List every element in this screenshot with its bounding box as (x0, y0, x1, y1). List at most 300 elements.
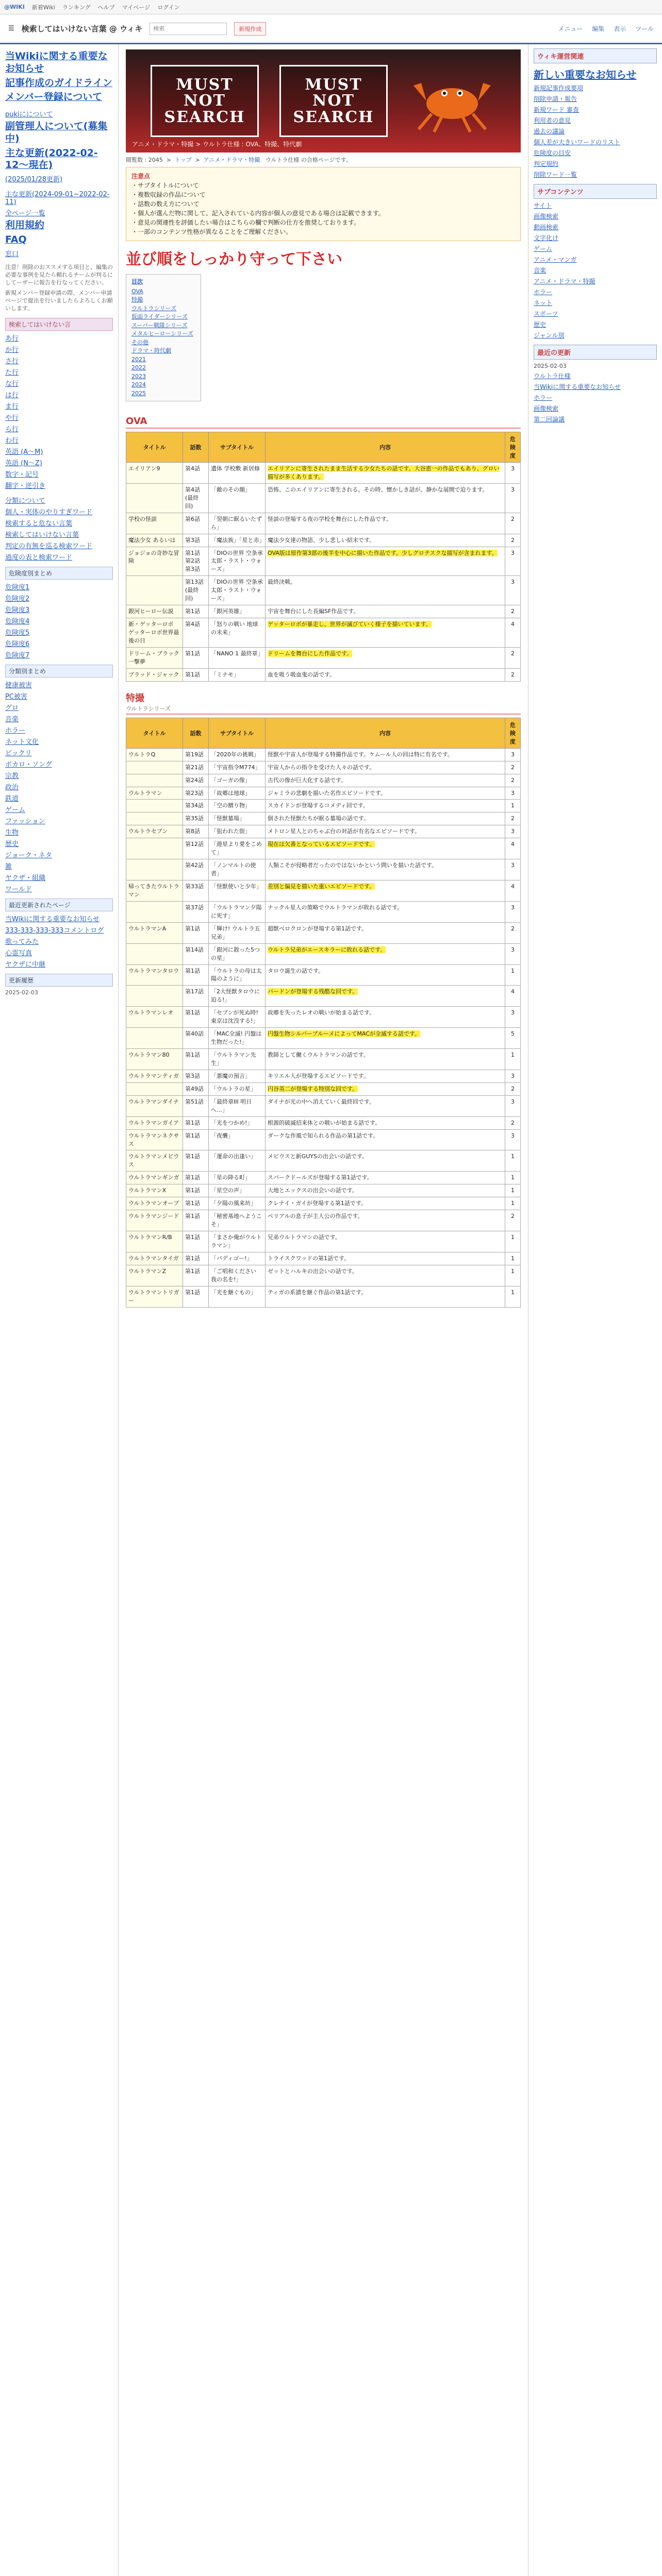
kana-item[interactable]: 英語 (A〜M) (5, 448, 43, 456)
toc-item[interactable]: メタルヒーローシリーズ (131, 330, 193, 337)
toc-item[interactable]: 2022 (131, 364, 146, 371)
episode-cell: 第1話 (183, 1197, 209, 1210)
left-menu-item[interactable]: 全ページ一覧 (5, 210, 45, 217)
must-not-search-badge: MUST NOT SEARCH (151, 65, 259, 137)
episode-cell: 第40話 (183, 1028, 209, 1049)
recent-item[interactable]: 心霊写真 (5, 949, 32, 957)
content-cell (266, 1252, 505, 1265)
subtitle-cell: 「空の贈り物」 (209, 800, 266, 812)
table-row (126, 880, 521, 902)
episode-cell: 第1話 (183, 1286, 209, 1307)
recent-list (5, 913, 113, 969)
toc-item[interactable]: その他 (131, 338, 148, 346)
right-link[interactable]: 画像検索 (534, 213, 559, 220)
right-link[interactable]: スポーツ (534, 310, 558, 317)
content-cell (266, 901, 505, 922)
danger-level-cell: 2 (505, 668, 521, 681)
episode-cell: 第1話 (183, 1265, 209, 1286)
genre-item[interactable]: 鉄道 (5, 794, 19, 803)
title-cell: ドリーム・ブラック一撃夢 (126, 647, 183, 668)
title-cell: ウルトラマン80 (126, 1049, 183, 1070)
danger-level-cell: 1 (505, 1150, 521, 1172)
history-date: 2025-02-03 (5, 989, 38, 996)
genre-item[interactable]: ビックリ (5, 749, 32, 757)
danger-level-cell: 3 (505, 943, 521, 964)
episode-cell: 第1話 (183, 922, 209, 943)
table-row (126, 647, 521, 668)
subtitle-cell: 「光を継ぐもの」 (209, 1286, 266, 1307)
site-banner (126, 49, 521, 152)
content-text: 現在は欠番となっているエピソードです。 (268, 841, 375, 848)
left-link[interactable]: 主な更新(2022-02-12〜現在) (5, 147, 98, 171)
danger-level-cell: 3 (505, 859, 521, 880)
danger-level-cell: 3 (505, 825, 521, 838)
content-text: 血を吸う吸血鬼の話です。 (268, 671, 336, 678)
subtitle-cell: 「ノンマルトの使者」 (209, 859, 266, 880)
left-menu-item[interactable]: 主な更新(2024-09-01~2022-02-11) (5, 191, 110, 206)
topbar-item[interactable]: ヘルプ (97, 4, 115, 11)
danger-level-cell: 3 (505, 576, 521, 605)
right-recent-link[interactable]: 当Wikiに関する重要なお知らせ (534, 383, 621, 391)
title-cell: 銀河ヒーロー伝説 (126, 605, 183, 618)
subtitle-cell: 「怪獣使いと少年」 (209, 880, 266, 902)
kana-item[interactable]: た行 (5, 368, 19, 377)
table-row (126, 1184, 521, 1197)
recent-item[interactable]: ヤクザに中継 (5, 960, 46, 969)
level-item[interactable]: 危険度5 (5, 629, 30, 637)
subtitle-cell: 「夕陽の風来坊」 (209, 1197, 266, 1210)
kana-item[interactable]: わ行 (5, 436, 19, 445)
genre-item[interactable]: PC被害 (5, 692, 27, 701)
topbar-item[interactable]: ランキング (62, 4, 91, 11)
title-cell (126, 901, 183, 922)
subtitle-cell: 「ゴーガの像」 (209, 774, 266, 787)
left-link[interactable]: pukiにについて (5, 111, 53, 118)
right-link[interactable]: アニメ・マンガ (534, 256, 577, 263)
nav-view[interactable]: 表示 (614, 25, 626, 32)
genre-item[interactable]: ヤクザ・組織 (5, 874, 46, 882)
nav-tools[interactable]: ツール (635, 25, 654, 32)
right-link[interactable]: アニメ・ドラマ・特撮 (534, 278, 595, 285)
kana-list (5, 333, 113, 490)
right-link[interactable]: 利用者の意見 (534, 117, 571, 124)
tokusatsu-table (126, 718, 521, 1308)
subtitle-cell: 「翌朝に眠るいたずら」 (209, 513, 266, 534)
toc-title: 目次 (131, 278, 143, 285)
content-cell (266, 1049, 505, 1070)
danger-level-cell: 1 (505, 964, 521, 986)
content-text: 教師として働くウルトラマンの話です。 (268, 1052, 369, 1058)
search-input[interactable] (150, 23, 227, 35)
left-link[interactable]: (2025/01/28更新) (5, 176, 63, 183)
content-cell (266, 838, 505, 859)
title-cell: ウルトラマンレオ (126, 1007, 183, 1028)
danger-level-cell: 2 (505, 812, 521, 825)
genre-item[interactable]: ファッション (5, 817, 45, 825)
left-link[interactable]: 分類について (5, 497, 45, 505)
genre-item[interactable]: ネット文化 (5, 738, 39, 746)
table-row (126, 943, 521, 964)
title-cell: ウルトラQ (126, 748, 183, 761)
right-recent-link[interactable]: ウルトラ仕様 (534, 372, 571, 380)
content-text: 古代の像が巨大化する話です。 (268, 776, 347, 784)
title-cell: ウルトラセブン (126, 825, 183, 838)
content-text: ダイナが光の中へ消えていく最終回です。 (268, 1098, 375, 1105)
content-cell (266, 943, 505, 964)
right-link[interactable]: 削除申請・報告 (534, 95, 577, 103)
danger-level-cell: 3 (505, 748, 521, 761)
left-section-header: 検索してはいけない言 (5, 318, 113, 331)
subtitle-cell: 「星空の声」 (209, 1184, 266, 1197)
right-link[interactable]: 文字化け (534, 234, 559, 242)
breadcrumb-home[interactable]: トップ (174, 157, 192, 163)
genre-item[interactable]: 生物 (5, 828, 19, 837)
level-item[interactable]: 危険度4 (5, 617, 30, 625)
subtitle-cell: 「DIOの世界 空条承太郎・ラスト・ウォーズ」 (209, 547, 266, 576)
episode-cell: 第1話 (183, 964, 209, 986)
toc-item[interactable]: ドラマ・時代劇 (131, 347, 171, 354)
table-row (126, 576, 521, 605)
genre-item[interactable]: ワールド (5, 885, 32, 893)
right-link[interactable]: 音楽 (534, 267, 547, 274)
toc-item[interactable]: スーパー戦隊シリーズ (131, 321, 188, 329)
subtitle-cell: 「狙われた街」 (209, 825, 266, 838)
episode-cell: 第19話 (183, 748, 209, 761)
content-cell (266, 547, 505, 576)
genre-item[interactable]: 宗教 (5, 772, 19, 780)
right-recent-link[interactable]: 画像検索 (534, 405, 559, 412)
left-link[interactable]: 判定の有無を巡る検索ワード (5, 542, 93, 550)
right-link[interactable]: 判定規約 (534, 160, 559, 167)
title-cell: ウルトラマンダイナ (126, 1095, 183, 1116)
level-item[interactable]: 危険度2 (5, 595, 30, 603)
danger-level-cell: 2 (505, 605, 521, 618)
title-cell: 帰ってきたウルトラマン (126, 880, 183, 902)
content-text: メトロン星人とのちゃぶ台の対話が有名なエピソードです。 (268, 828, 421, 835)
table-row (126, 1116, 521, 1129)
episode-cell: 第34話 (183, 800, 209, 812)
right-link[interactable]: 過去の議論 (534, 128, 565, 135)
topbar-item[interactable]: 新着Wiki (31, 4, 55, 11)
genre-item[interactable]: グロ (5, 704, 19, 712)
content-cell (266, 1265, 505, 1286)
right-link[interactable]: 動画検索 (534, 224, 559, 231)
title-cell (126, 774, 183, 787)
right-link[interactable]: 削除ワード一覧 (534, 171, 577, 178)
genre-item[interactable]: ホラー (5, 726, 26, 735)
title-cell: ウルトラマンオーブ (126, 1197, 183, 1210)
kana-item[interactable]: は行 (5, 391, 19, 399)
kana-item[interactable]: 英語 (N〜Z) (5, 459, 42, 467)
column-header: タイトル (126, 432, 183, 463)
subtitle-cell: 「悪魔の預言」 (209, 1070, 266, 1082)
subtitle-cell: 「ご唱和ください 我の名を!」 (209, 1265, 266, 1286)
content-text: 兄弟ウルトラマンの話です。 (268, 1234, 341, 1241)
content-cell (266, 1184, 505, 1197)
episode-cell: 第4話 (183, 463, 209, 484)
title-cell (126, 576, 183, 605)
topbar-item[interactable]: ログイン (157, 4, 180, 11)
genre-item[interactable]: 歴史 (5, 840, 19, 848)
right-link[interactable]: サイト (534, 202, 552, 209)
danger-level-cell: 3 (505, 1129, 521, 1150)
right-link[interactable]: ネット (534, 299, 553, 307)
right-link[interactable]: 個人差が大きいワードのリスト (534, 139, 620, 146)
left-link[interactable]: 個人・実体のやりすぎワード (5, 508, 93, 516)
episode-cell: 第1話 (183, 1129, 209, 1150)
right-link[interactable]: 新規ワード 審査 (534, 106, 579, 113)
content-text: ジャミラの悲劇を描いた名作エピソードです。 (268, 789, 386, 796)
content-text: ウルトラ兄弟がエースキラーに敗れる話です。 (268, 946, 386, 953)
content-cell (266, 964, 505, 986)
episode-cell: 第13話 (最終回) (183, 576, 209, 605)
toc-item[interactable]: 仮面ライダーシリーズ (131, 313, 188, 320)
kana-item[interactable]: や行 (5, 414, 19, 422)
subtitle-cell: 「2大怪獣タロウに迫る!」 (209, 986, 266, 1007)
content-cell (266, 748, 505, 761)
left-menu-item[interactable]: 窓口 (5, 250, 19, 258)
table-row (126, 1197, 521, 1210)
content-text: スパークドールズが登場する第1話です。 (268, 1174, 373, 1181)
notice-box (126, 167, 521, 241)
title-cell: 新・ゲッターロボ ゲッターロボ世界最後の日 (126, 618, 183, 648)
right-link[interactable]: ジャンル別 (534, 332, 565, 339)
subtitle-cell: 「最終章III 明日へ…」 (209, 1095, 266, 1116)
danger-level-cell: 3 (505, 483, 521, 513)
subtitle-cell: 「NANO 1 最終章」 (209, 647, 266, 668)
level-item[interactable]: 危険度3 (5, 606, 30, 614)
breadcrumb: 閲覧数 : 2045 > トップ > アニメ・ドラマ・特撮 ウルトラ仕様 の合格ページです。 (126, 157, 352, 163)
content-text: 怪談の登場する夜の学校を舞台にした作品です。 (268, 515, 392, 522)
danger-level-cell: 2 (505, 513, 521, 534)
danger-level-cell: 4 (505, 618, 521, 648)
kana-item[interactable]: 数字・記号 (5, 470, 39, 479)
toc-item[interactable]: 2025 (131, 389, 146, 397)
new-page-button[interactable]: 新規作成 (234, 22, 266, 36)
crab-icon (408, 65, 496, 137)
genre-item[interactable]: 健康被害 (5, 681, 32, 689)
column-header: 危険度 (505, 432, 521, 463)
nav-edit[interactable]: 編集 (592, 25, 605, 32)
title-cell (126, 859, 183, 880)
content-text: 大地とエックスの出会いの話です。 (268, 1187, 358, 1194)
content-cell (266, 576, 505, 605)
title-cell: エイリアン9 (126, 463, 183, 484)
content-text: ドリームを舞台にした作品です。 (268, 650, 353, 657)
toc-item[interactable]: 特撮 (131, 296, 143, 303)
breadcrumb-path[interactable]: アニメ・ドラマ・特撮 (203, 157, 260, 163)
content-cell (266, 787, 505, 800)
left-notice-2: 新規メンバー登録申請の際、メンバー申請ページで提出を行いましたらよろしくお願いします。 (5, 289, 113, 312)
title-cell: ウルトラマンタイガ (126, 1252, 183, 1265)
title-cell: ウルトラマン (126, 787, 183, 800)
subtitle-cell: 「まさか俺がウルトラマン」 (209, 1231, 266, 1252)
episode-cell: 第1話 (183, 1150, 209, 1172)
episode-cell: 第1話 (183, 1172, 209, 1184)
danger-level-cell: 2 (505, 1116, 521, 1129)
danger-level-cell: 1 (505, 1049, 521, 1070)
important-notice-link[interactable]: 新しい重要なお知らせ (534, 69, 637, 81)
content-cell (266, 1007, 505, 1028)
left-menu-item[interactable]: FAQ (5, 233, 27, 245)
right-sidebar (528, 44, 662, 2576)
danger-level-cell: 3 (505, 1095, 521, 1116)
genre-item[interactable]: 音楽 (5, 715, 19, 723)
right-admin-box (534, 48, 657, 179)
content-cell (266, 880, 505, 902)
content-text: 魔法少女達の物語、少し悲しい結末です。 (268, 536, 375, 544)
genre-item[interactable]: ゲーム (5, 806, 26, 814)
kana-item[interactable]: 翻字・逆引き (5, 482, 46, 490)
left-section-header: 分類別まとめ (5, 665, 113, 677)
content-text: ナックル星人の策略でウルトラマンが敗れる話です。 (268, 904, 403, 911)
page-title: 並び順をしっかり守って下さい (126, 250, 342, 268)
title-cell (126, 483, 183, 513)
subtitle-cell: 遺体 学校敷 新居修 (209, 463, 266, 484)
title-cell: ブラッド・ジャック (126, 668, 183, 681)
content-text: 人類こそが侵略者だったのではないかという問いを描いた話です。 (268, 862, 438, 869)
title-cell (126, 986, 183, 1007)
top-bar (0, 0, 662, 14)
level-item[interactable]: 危険度7 (5, 651, 30, 659)
table-row (126, 618, 521, 648)
genre-item[interactable]: ボカロ・ソング (5, 760, 52, 769)
danger-level-cell: 1 (505, 1265, 521, 1286)
content-cell (266, 825, 505, 838)
content-text: キリエル人が登場するエピソードです。 (268, 1072, 369, 1079)
title-cell (126, 1082, 183, 1095)
level-item[interactable]: 危険度1 (5, 583, 30, 591)
main-content (119, 44, 528, 2576)
left-link[interactable]: 過度の表と検索ワード (5, 553, 73, 562)
content-cell (266, 859, 505, 880)
recent-item[interactable]: 歌ってみた (5, 938, 39, 946)
toc-item[interactable]: ウルトラシリーズ (131, 304, 177, 312)
title-cell: 学校の怪談 (126, 513, 183, 534)
danger-level-cell: 1 (505, 1252, 521, 1265)
table-row (126, 761, 521, 774)
episode-cell: 第1話 (183, 1116, 209, 1129)
subtitle-cell: 「怒りの戦い 地球の未来」 (209, 618, 266, 648)
recent-item[interactable]: 当Wikiに関する重要なお知らせ (5, 915, 100, 923)
kana-item[interactable]: な行 (5, 380, 19, 388)
column-header: 話数 (183, 432, 209, 463)
site-title[interactable]: 検索してはいけない言葉 @ ウィキ (21, 24, 143, 33)
nav-menu[interactable]: メニュー (558, 25, 583, 32)
left-link[interactable]: 副管理人について(募集中) (5, 121, 108, 144)
content-text: クレナイ・ガイが登場する第1話です。 (268, 1200, 367, 1207)
table-row (126, 1070, 521, 1082)
danger-level-cell: 2 (505, 534, 521, 547)
left-link[interactable]: メンバー登録について (5, 91, 103, 103)
episode-cell: 第4話 (最終回) (183, 483, 209, 513)
table-row (126, 1095, 521, 1116)
content-cell (266, 647, 505, 668)
wiki-logo[interactable]: @WIKI (4, 4, 25, 10)
danger-level-cell: 3 (505, 787, 521, 800)
kana-item[interactable]: あ行 (5, 334, 19, 343)
content-cell (266, 761, 505, 774)
title-cell (126, 812, 183, 825)
left-section-header: 危険度別まとめ (5, 567, 113, 580)
content-cell (266, 1286, 505, 1307)
title-cell (126, 761, 183, 774)
table-row (126, 986, 521, 1007)
kana-item[interactable]: か行 (5, 346, 19, 354)
title-cell: ウルトラマンネクサス (126, 1129, 183, 1150)
tokusatsu-subtitle: ウルトラシリーズ (126, 705, 171, 712)
table-row (126, 483, 521, 513)
left-link[interactable]: 検索してはいけない言葉 (5, 531, 79, 539)
right-link[interactable]: ホラー (534, 289, 553, 296)
genre-item[interactable]: ジョーク・ネタ (5, 851, 52, 859)
content-cell (266, 605, 505, 618)
table-row (126, 1286, 521, 1307)
danger-level-cell: 1 (505, 1184, 521, 1197)
title-cell: ウルトラマンタロウ (126, 964, 183, 986)
level-list (5, 582, 113, 659)
notice-line: ・複数収録の作品について (131, 191, 206, 198)
kana-item[interactable]: ま行 (5, 402, 19, 411)
table-row (126, 1231, 521, 1252)
subtitle-cell: 「敵のその顔」 (209, 483, 266, 513)
level-item[interactable]: 危険度6 (5, 640, 30, 648)
toc-item[interactable]: OVA (131, 287, 143, 295)
table-row (126, 1172, 521, 1184)
content-text: ティガの系譜を継ぐ作品の第1話です。 (268, 1289, 367, 1296)
toc-item[interactable]: 2024 (131, 381, 146, 388)
danger-level-cell: 4 (505, 838, 521, 859)
subtitle-cell: 「宇宙指令M774」 (209, 761, 266, 774)
topbar-item[interactable]: マイページ (122, 4, 151, 11)
right-link[interactable]: ゲーム (534, 245, 553, 252)
title-cell: 魔法少女 あるいは (126, 534, 183, 547)
notice-heading: 注意点 (131, 173, 151, 180)
content-cell (266, 618, 505, 648)
column-header: 危険度 (505, 718, 521, 748)
right-link[interactable]: 新規記事作成要項 (534, 84, 584, 92)
danger-level-cell: 3 (505, 1070, 521, 1082)
left-notice: 注意！削除のおススメする項目と、編集の必要な事例を見たら頼れるチームが判るにしてーザーに報告を行なってください。 (5, 263, 113, 286)
danger-level-cell: 1 (505, 1197, 521, 1210)
left-link[interactable]: 記事作成のガイドライン (5, 77, 112, 89)
content-text: ゲッターロボが暴走し、世界が滅びていく様子を描いています。 (268, 621, 432, 628)
content-text: OVA版は原作第3部の後半を中心に描いた作品です。少しグロテスクな描写が含まれます。 (268, 549, 498, 556)
genre-item[interactable]: 雑 (5, 862, 12, 871)
right-link[interactable]: 歴史 (534, 321, 547, 328)
kana-item[interactable]: さ行 (5, 357, 19, 365)
genre-item[interactable]: 政治 (5, 783, 19, 791)
content-text: 差別と偏見を描いた重いエピソードです。 (268, 883, 375, 890)
toc-item[interactable]: 2023 (131, 372, 146, 380)
episode-cell: 第33話 (183, 880, 209, 902)
toc-item[interactable]: 2021 (131, 355, 146, 363)
notice-line: ・サブタイトルについて (131, 182, 199, 189)
content-cell (266, 1210, 505, 1231)
right-link[interactable]: 危険度の目安 (534, 149, 571, 157)
subtitle-cell: 「魔法族」「星と赤」 (209, 534, 266, 547)
right-recent-link[interactable]: 第二回論議 (534, 416, 565, 423)
right-recent-link[interactable]: ホラー (534, 394, 553, 401)
recent-item[interactable]: 333-333-333-333コメントログ (5, 926, 104, 935)
danger-level-cell: 2 (505, 761, 521, 774)
table-row (126, 787, 521, 800)
kana-item[interactable]: ら行 (5, 425, 19, 433)
table-row (126, 838, 521, 859)
left-menu-item[interactable]: 利用規約 (5, 219, 45, 231)
left-link[interactable]: 当Wikiに関する重要なお知らせ (5, 50, 108, 74)
left-link[interactable]: 検索すると危ない言葉 (5, 519, 73, 528)
